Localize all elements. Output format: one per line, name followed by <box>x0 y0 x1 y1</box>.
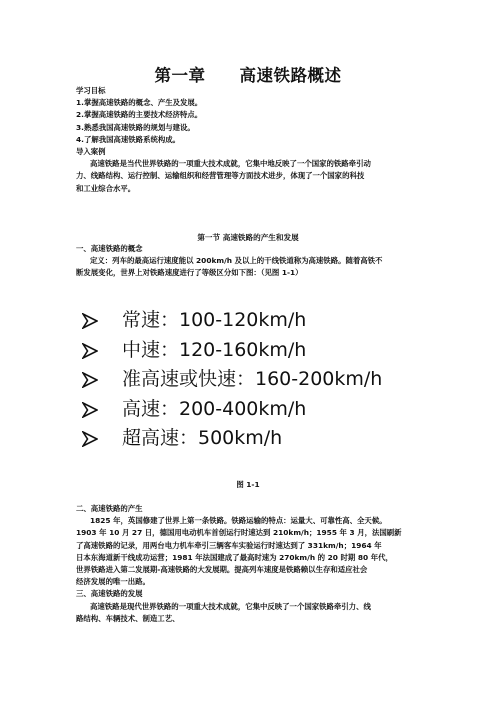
origin-heading: 二、高速铁路的产生 <box>76 504 143 513</box>
concept-section <box>76 243 426 280</box>
arrow-bullet-icon <box>82 372 98 388</box>
objective-item: 3.熟悉我国高速铁路的规划与建设。 <box>76 122 195 132</box>
case-line: 和工业综合水平。 <box>76 183 136 193</box>
origin-section <box>76 503 426 625</box>
arrow-bullet-icon <box>82 431 98 447</box>
objectives-heading: 学习目标 <box>76 86 106 95</box>
arrow-bullet-icon <box>82 402 98 418</box>
concept-line: 断发展变化，世界上对铁路速度进行了等级区分如下图：（见图 1-1） <box>76 268 303 278</box>
development-heading: 三、高速铁路的发展 <box>76 589 143 599</box>
case-heading: 导入案例 <box>76 147 106 157</box>
speed-grade-text: 中速：120-160km/h <box>122 338 307 361</box>
development-line: 高速铁路是现代世界铁路的一项重大技术成就，它集中反映了一个国家铁路牵引力、线 <box>90 601 371 611</box>
speed-grade-item <box>82 424 442 454</box>
concept-heading: 一、高速铁路的概念 <box>76 244 143 253</box>
speed-grade-item <box>82 365 442 395</box>
speed-grade-text: 准高速或快速：160-200km/h <box>122 368 383 390</box>
chapter-name: 高速铁路概述 <box>239 66 342 85</box>
origin-line: 1903 年 10 月 27 日，德国用电动机车首创运行时速达到 210km/h；1955 年 3 月，法国刷新 <box>76 528 402 538</box>
figure-caption: 图 1-1 <box>236 480 260 489</box>
case-line: 力、线路结构、运行控制、运输组织和经营管理等方面技术进步，体现了一个国家的科技 <box>76 171 365 181</box>
chapter-number: 第一章 <box>154 66 206 85</box>
objective-item: 1.掌握高速铁路的概念、产生及发展。 <box>76 98 203 108</box>
arrow-bullet-icon <box>82 313 98 329</box>
speed-grade-text: 常速：100-120km/h <box>122 309 307 331</box>
origin-line: 了高速铁路的记录，用两台电力机车牵引三辆客车实验运行时速达到了 331km/h；1964 年 <box>76 540 382 550</box>
objective-item: 2.掌握高速铁路的主要技术经济特点。 <box>76 110 203 120</box>
section-title: 第一节 高速铁路的产生和发展 <box>197 233 299 242</box>
origin-line: 日本东海道新干线成功运营；1981 年法国建成了最高时速为 270km/h 的 20 时期 80 年代， <box>76 552 393 562</box>
learning-objectives <box>76 85 426 195</box>
chapter-title <box>0 62 496 86</box>
case-line: 高速铁路是当代世界铁路的一项重大技术成就，它集中地反映了一个国家的铁路牵引动 <box>90 159 371 169</box>
development-line: 路结构、车辆技术、制造工艺、 <box>76 613 180 623</box>
speed-grade-item <box>82 336 442 366</box>
origin-line: 世界铁路进入第二发展期-高速铁路的大发展期。提高列车速度是铁路赖以生存和适应社会 <box>76 565 368 575</box>
objective-item: 4.了解我国高速铁路系统构成。 <box>76 134 181 144</box>
concept-line: 定义：列车的最高运行速度能以 200km/h 及以上的干线铁道称为高速铁路。随着高铁不 <box>90 256 383 266</box>
speed-grade-item <box>82 306 442 336</box>
speed-grade-text: 高速：200-400km/h <box>122 397 307 420</box>
origin-line: 1825 年，英国修建了世界上第一条铁路。铁路运输的特点：运量大、可靠性高、全天候。 <box>90 516 387 526</box>
speed-grade-figure <box>82 306 442 454</box>
origin-line: 经济发展的唯一出路。 <box>76 577 150 587</box>
speed-grade-text: 超高速：500km/h <box>122 427 283 449</box>
speed-grade-item <box>82 395 442 425</box>
arrow-bullet-icon <box>82 343 98 359</box>
